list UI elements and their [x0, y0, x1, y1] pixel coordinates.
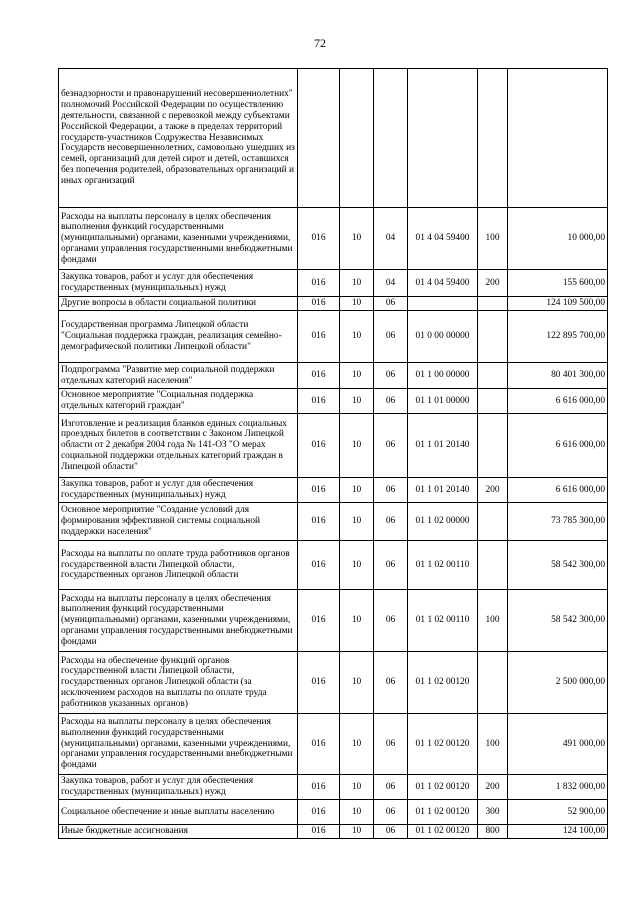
ministry-code-cell: 016 [298, 270, 340, 297]
subsection-code-cell: 06 [374, 541, 408, 590]
subsection-code-cell: 06 [374, 389, 408, 414]
ministry-code-cell: 016 [298, 503, 340, 541]
expense-type-cell [478, 414, 508, 478]
row-name-cell: Государственная программа Липецкой области "Социальная поддержка граждан, реализация семейно-демографической политики Липецкой области" [59, 311, 298, 363]
subsection-code-cell: 06 [374, 825, 408, 839]
expense-type-cell: 100 [478, 714, 508, 775]
table-row [59, 825, 608, 839]
subsection-code-cell: 06 [374, 478, 408, 503]
section-code-cell: 10 [340, 714, 374, 775]
amount-cell: 1 832 000,00 [508, 775, 608, 800]
target-article-cell: 01 1 02 00120 [408, 800, 478, 825]
amount-cell: 58 542 300,00 [508, 590, 608, 652]
row-name-cell: Основное мероприятие "Создание условий для формирования эффективной системы социальной поддержки населения" [59, 503, 298, 541]
target-article-cell: 01 1 00 00000 [408, 363, 478, 389]
expense-type-cell: 100 [478, 590, 508, 652]
ministry-code-cell: 016 [298, 297, 340, 311]
expense-type-cell [478, 652, 508, 714]
amount-cell: 155 600,00 [508, 270, 608, 297]
row-name-cell: Изготовление и реализация бланков единых социальных проездных билетов в соответствии с Законом Липецкой области от 2 декабря 2004 года № 141-ОЗ "О мерах социальной поддержки отдельных категорий граждан в Липецкой области" [59, 414, 298, 478]
section-code-cell: 10 [340, 389, 374, 414]
section-code-cell: 10 [340, 270, 374, 297]
row-name-cell: Закупка товаров, работ и услуг для обеспечения государственных (муниципальных) нужд [59, 775, 298, 800]
subsection-code-cell: 06 [374, 775, 408, 800]
row-name-cell: Расходы на выплаты по оплате труда работников органов государственной власти Липецкой области, государственных органов Липецкой области [59, 541, 298, 590]
page-number: 72 [314, 36, 326, 50]
section-code-cell: 10 [340, 503, 374, 541]
section-code-cell: 10 [340, 652, 374, 714]
subsection-code-cell: 06 [374, 503, 408, 541]
table-row [59, 478, 608, 503]
target-article-cell: 01 1 02 00120 [408, 825, 478, 839]
target-article-cell: 01 1 01 20140 [408, 414, 478, 478]
row-name-cell: Закупка товаров, работ и услуг для обеспечения государственных (муниципальных) нужд [59, 478, 298, 503]
row-name-cell: безнадзорности и правонарушений несовершеннолетних" полномочий Российской Федерации по осуществлению деятельности, связанной с перевозкой между субъектами Российской Федерации, а также в пределах территорий государств-участников Содружества Независимых Государств несовершеннолетних, самовольно ушедших из семей, организаций для детей сирот и детей, оставшихся без попечения родителей, образовательных организаций и иных организаций [59, 69, 298, 208]
section-code-cell: 10 [340, 800, 374, 825]
expense-type-cell: 200 [478, 478, 508, 503]
amount-cell: 6 616 000,00 [508, 478, 608, 503]
table-row [59, 414, 608, 478]
subsection-code-cell: 06 [374, 311, 408, 363]
ministry-code-cell: 016 [298, 652, 340, 714]
expense-type-cell [478, 503, 508, 541]
target-article-cell: 01 1 01 20140 [408, 478, 478, 503]
target-article-cell: 01 1 02 00120 [408, 714, 478, 775]
row-name-cell: Расходы на выплаты персоналу в целях обеспечения выполнения функций государственными (муниципальными) органами, казенными учреждениями, органами управления государственными внебюджетными фондами [59, 714, 298, 775]
ministry-code-cell: 016 [298, 208, 340, 270]
row-name-cell: Основное мероприятие "Социальная поддержка отдельных категорий граждан" [59, 389, 298, 414]
subsection-code-cell: 06 [374, 652, 408, 714]
expense-type-cell: 800 [478, 825, 508, 839]
expense-type-cell: 300 [478, 800, 508, 825]
ministry-code-cell: 016 [298, 478, 340, 503]
row-name-cell: Расходы на обеспечение функций органов государственной власти Липецкой области, государственных органов Липецкой области (за исключением расходов на выплаты по оплате труда работников указанных органов) [59, 652, 298, 714]
table-row [59, 363, 608, 389]
expense-type-cell: 200 [478, 775, 508, 800]
subsection-code-cell: 06 [374, 363, 408, 389]
table-row [59, 208, 608, 270]
ministry-code-cell: 016 [298, 541, 340, 590]
amount-cell: 6 616 000,00 [508, 389, 608, 414]
table-row [59, 541, 608, 590]
ministry-code-cell [298, 69, 340, 208]
ministry-code-cell: 016 [298, 590, 340, 652]
ministry-code-cell: 016 [298, 363, 340, 389]
target-article-cell [408, 297, 478, 311]
subsection-code-cell: 06 [374, 800, 408, 825]
ministry-code-cell: 016 [298, 775, 340, 800]
subsection-code-cell [374, 69, 408, 208]
budget-table [58, 68, 608, 839]
section-code-cell: 10 [340, 478, 374, 503]
table-row [59, 270, 608, 297]
amount-cell: 52 900,00 [508, 800, 608, 825]
amount-cell: 6 616 000,00 [508, 414, 608, 478]
subsection-code-cell: 06 [374, 590, 408, 652]
row-name-cell: Расходы на выплаты персоналу в целях обеспечения выполнения функций государственными (муниципальными) органами, казенными учреждениями, органами управления государственными внебюджетными фондами [59, 590, 298, 652]
subsection-code-cell: 04 [374, 270, 408, 297]
section-code-cell [340, 69, 374, 208]
section-code-cell: 10 [340, 208, 374, 270]
target-article-cell: 01 1 01 00000 [408, 389, 478, 414]
section-code-cell: 10 [340, 541, 374, 590]
section-code-cell: 10 [340, 297, 374, 311]
expense-type-cell [478, 389, 508, 414]
target-article-cell [408, 69, 478, 208]
amount-cell: 491 000,00 [508, 714, 608, 775]
ministry-code-cell: 016 [298, 825, 340, 839]
row-name-cell: Другие вопросы в области социальной политики [59, 297, 298, 311]
amount-cell [508, 69, 608, 208]
target-article-cell: 01 4 04 59400 [408, 270, 478, 297]
target-article-cell: 01 1 02 00110 [408, 590, 478, 652]
expense-type-cell [478, 541, 508, 590]
table-row [59, 590, 608, 652]
section-code-cell: 10 [340, 775, 374, 800]
table-row [59, 775, 608, 800]
amount-cell: 2 500 000,00 [508, 652, 608, 714]
subsection-code-cell: 06 [374, 714, 408, 775]
row-name-cell: Подпрограмма "Развитие мер социальной поддержки отдельных категорий населения" [59, 363, 298, 389]
target-article-cell: 01 1 02 00110 [408, 541, 478, 590]
table-row [59, 652, 608, 714]
subsection-code-cell: 06 [374, 414, 408, 478]
subsection-code-cell: 06 [374, 297, 408, 311]
amount-cell: 80 401 300,00 [508, 363, 608, 389]
table-row [59, 714, 608, 775]
target-article-cell: 01 1 02 00000 [408, 503, 478, 541]
table-row [59, 297, 608, 311]
table-row [59, 503, 608, 541]
amount-cell: 122 895 700,00 [508, 311, 608, 363]
section-code-cell: 10 [340, 363, 374, 389]
section-code-cell: 10 [340, 825, 374, 839]
ministry-code-cell: 016 [298, 800, 340, 825]
expense-type-cell: 100 [478, 208, 508, 270]
target-article-cell: 01 1 02 00120 [408, 775, 478, 800]
ministry-code-cell: 016 [298, 389, 340, 414]
amount-cell: 58 542 300,00 [508, 541, 608, 590]
section-code-cell: 10 [340, 311, 374, 363]
table-row [59, 311, 608, 363]
expense-type-cell [478, 363, 508, 389]
row-name-cell: Иные бюджетные ассигнования [59, 825, 298, 839]
target-article-cell: 01 1 02 00120 [408, 652, 478, 714]
amount-cell: 10 000,00 [508, 208, 608, 270]
table-row [59, 389, 608, 414]
expense-type-cell [478, 69, 508, 208]
ministry-code-cell: 016 [298, 714, 340, 775]
amount-cell: 124 100,00 [508, 825, 608, 839]
section-code-cell: 10 [340, 590, 374, 652]
row-name-cell: Расходы на выплаты персоналу в целях обеспечения выполнения функций государственными (муниципальными) органами, казенными учреждениями, органами управления государственными внебюджетными фондами [59, 208, 298, 270]
ministry-code-cell: 016 [298, 414, 340, 478]
section-code-cell: 10 [340, 414, 374, 478]
row-name-cell: Закупка товаров, работ и услуг для обеспечения государственных (муниципальных) нужд [59, 270, 298, 297]
table-row [59, 69, 608, 208]
row-name-cell: Социальное обеспечение и иные выплаты населению [59, 800, 298, 825]
target-article-cell: 01 0 00 00000 [408, 311, 478, 363]
ministry-code-cell: 016 [298, 311, 340, 363]
expense-type-cell [478, 297, 508, 311]
budget-table-body [59, 69, 608, 839]
expense-type-cell: 200 [478, 270, 508, 297]
table-row [59, 800, 608, 825]
subsection-code-cell: 04 [374, 208, 408, 270]
amount-cell: 73 785 300,00 [508, 503, 608, 541]
expense-type-cell [478, 311, 508, 363]
target-article-cell: 01 4 04 59400 [408, 208, 478, 270]
amount-cell: 124 109 500,00 [508, 297, 608, 311]
